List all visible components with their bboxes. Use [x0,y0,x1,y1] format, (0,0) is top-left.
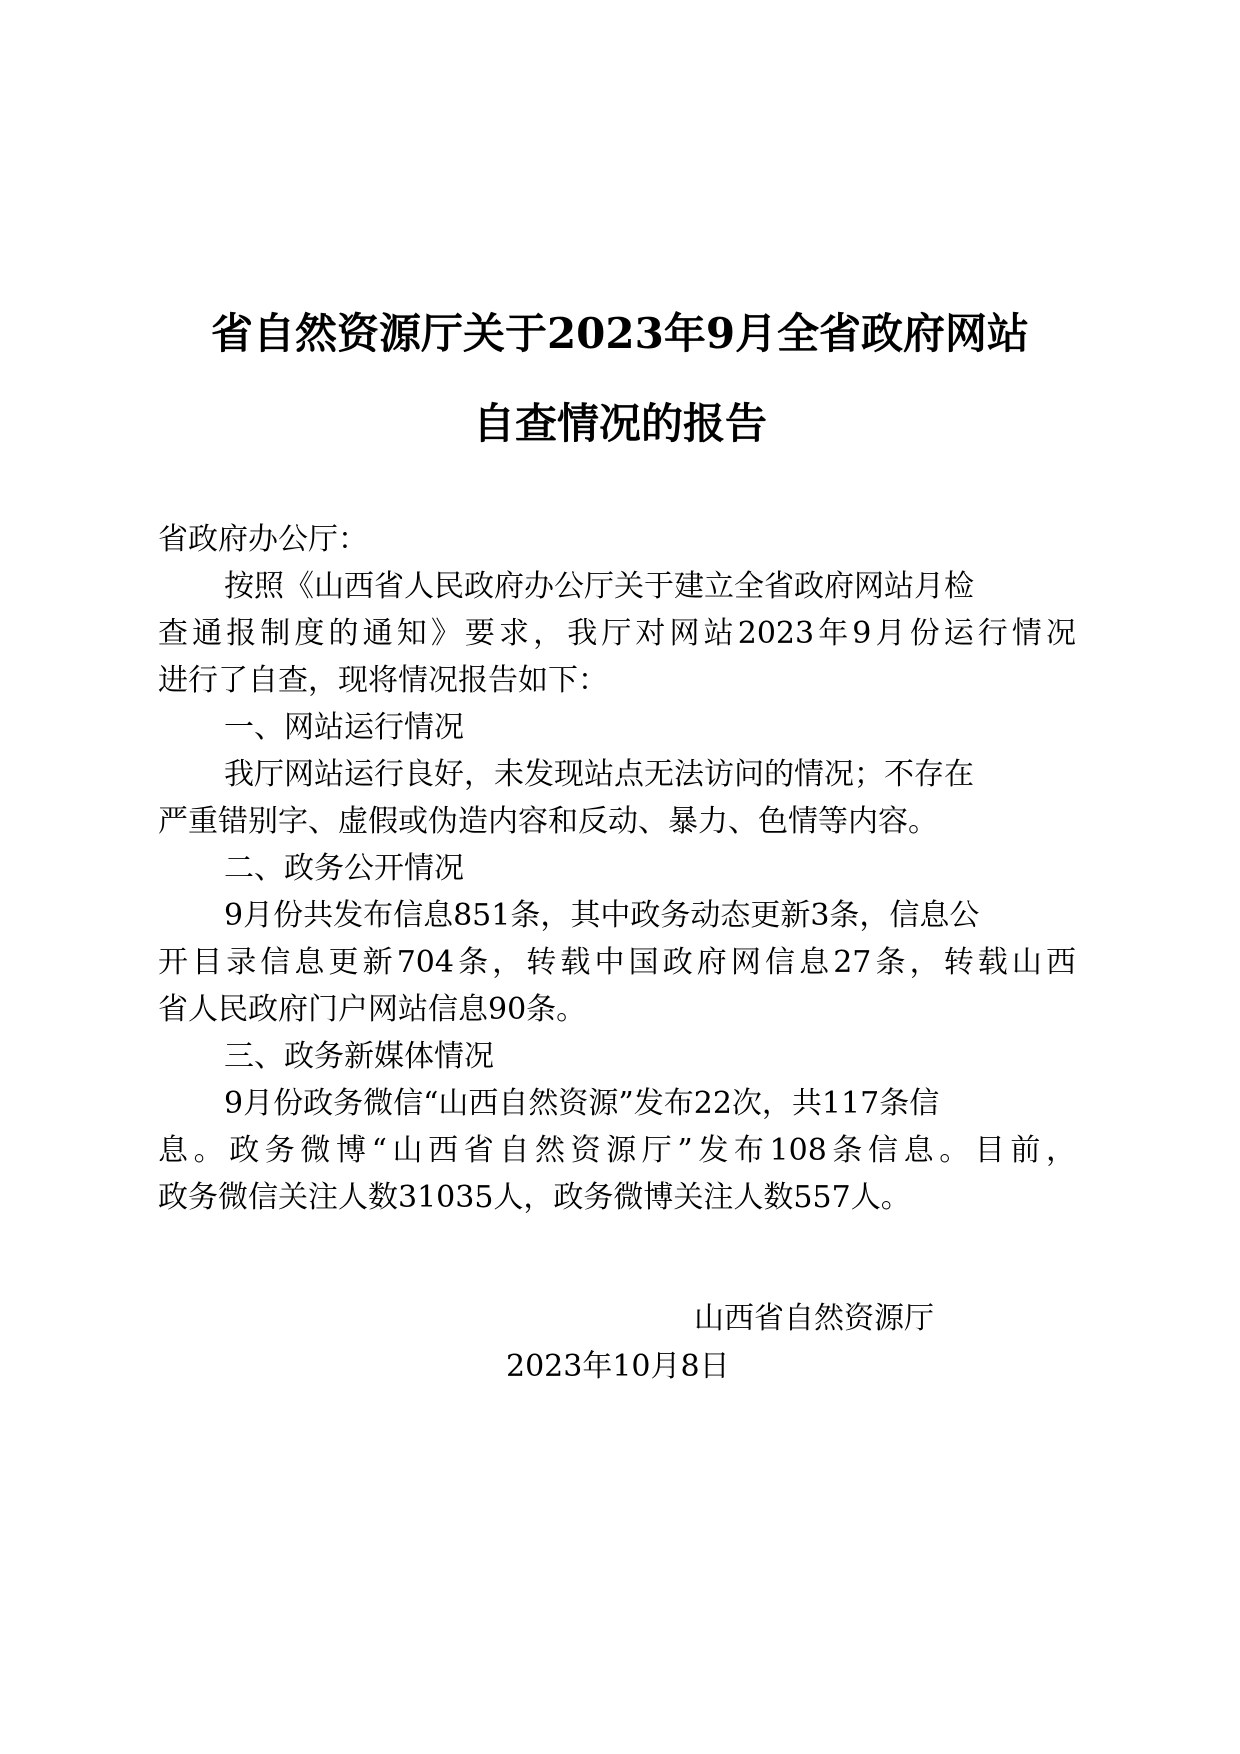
signature-organization: 山西省自然资源厅 [694,1301,934,1336]
paragraph-line: 9月份政务微信“山西自然资源”发布22次，共117条信 [224,1086,940,1121]
section-heading: 二、政务公开情况 [224,851,464,886]
intro-line: 进行了自查，现将情况报告如下： [158,663,608,698]
intro-line: 查通报制度的通知》要求，我厅对网站2023年9月份运行情况 [158,616,1076,651]
document-title-line-2: 自查情况的报告 [472,399,767,448]
section-heading: 三、政务新媒体情况 [224,1039,494,1074]
intro-line: 按照《山西省人民政府办公厅关于建立全省政府网站月检 [224,569,974,604]
paragraph-line: 严重错别字、虚假或伪造内容和反动、暴力、色情等内容。 [158,804,938,839]
document-title-line-1: 省自然资源厅关于2023年9月全省政府网站 [210,309,1030,358]
paragraph-line: 息。政务微博“山西省自然资源厅”发布108条信息。目前， [158,1133,1076,1168]
paragraph-line: 省人民政府门户网站信息90条。 [158,992,587,1027]
signature-date: 2023年10月8日 [506,1349,730,1384]
paragraph-line: 政务微信关注人数31035人，政务微博关注人数557人。 [158,1180,911,1215]
paragraph-line: 9月份共发布信息851条，其中政务动态更新3条，信息公 [224,898,980,933]
section-heading: 一、网站运行情况 [224,710,464,745]
salutation: 省政府办公厅： [158,522,368,557]
paragraph-line: 我厅网站运行良好，未发现站点无法访问的情况；不存在 [224,757,974,792]
paragraph-line: 开目录信息更新704条，转载中国政府网信息27条，转载山西 [158,945,1076,980]
